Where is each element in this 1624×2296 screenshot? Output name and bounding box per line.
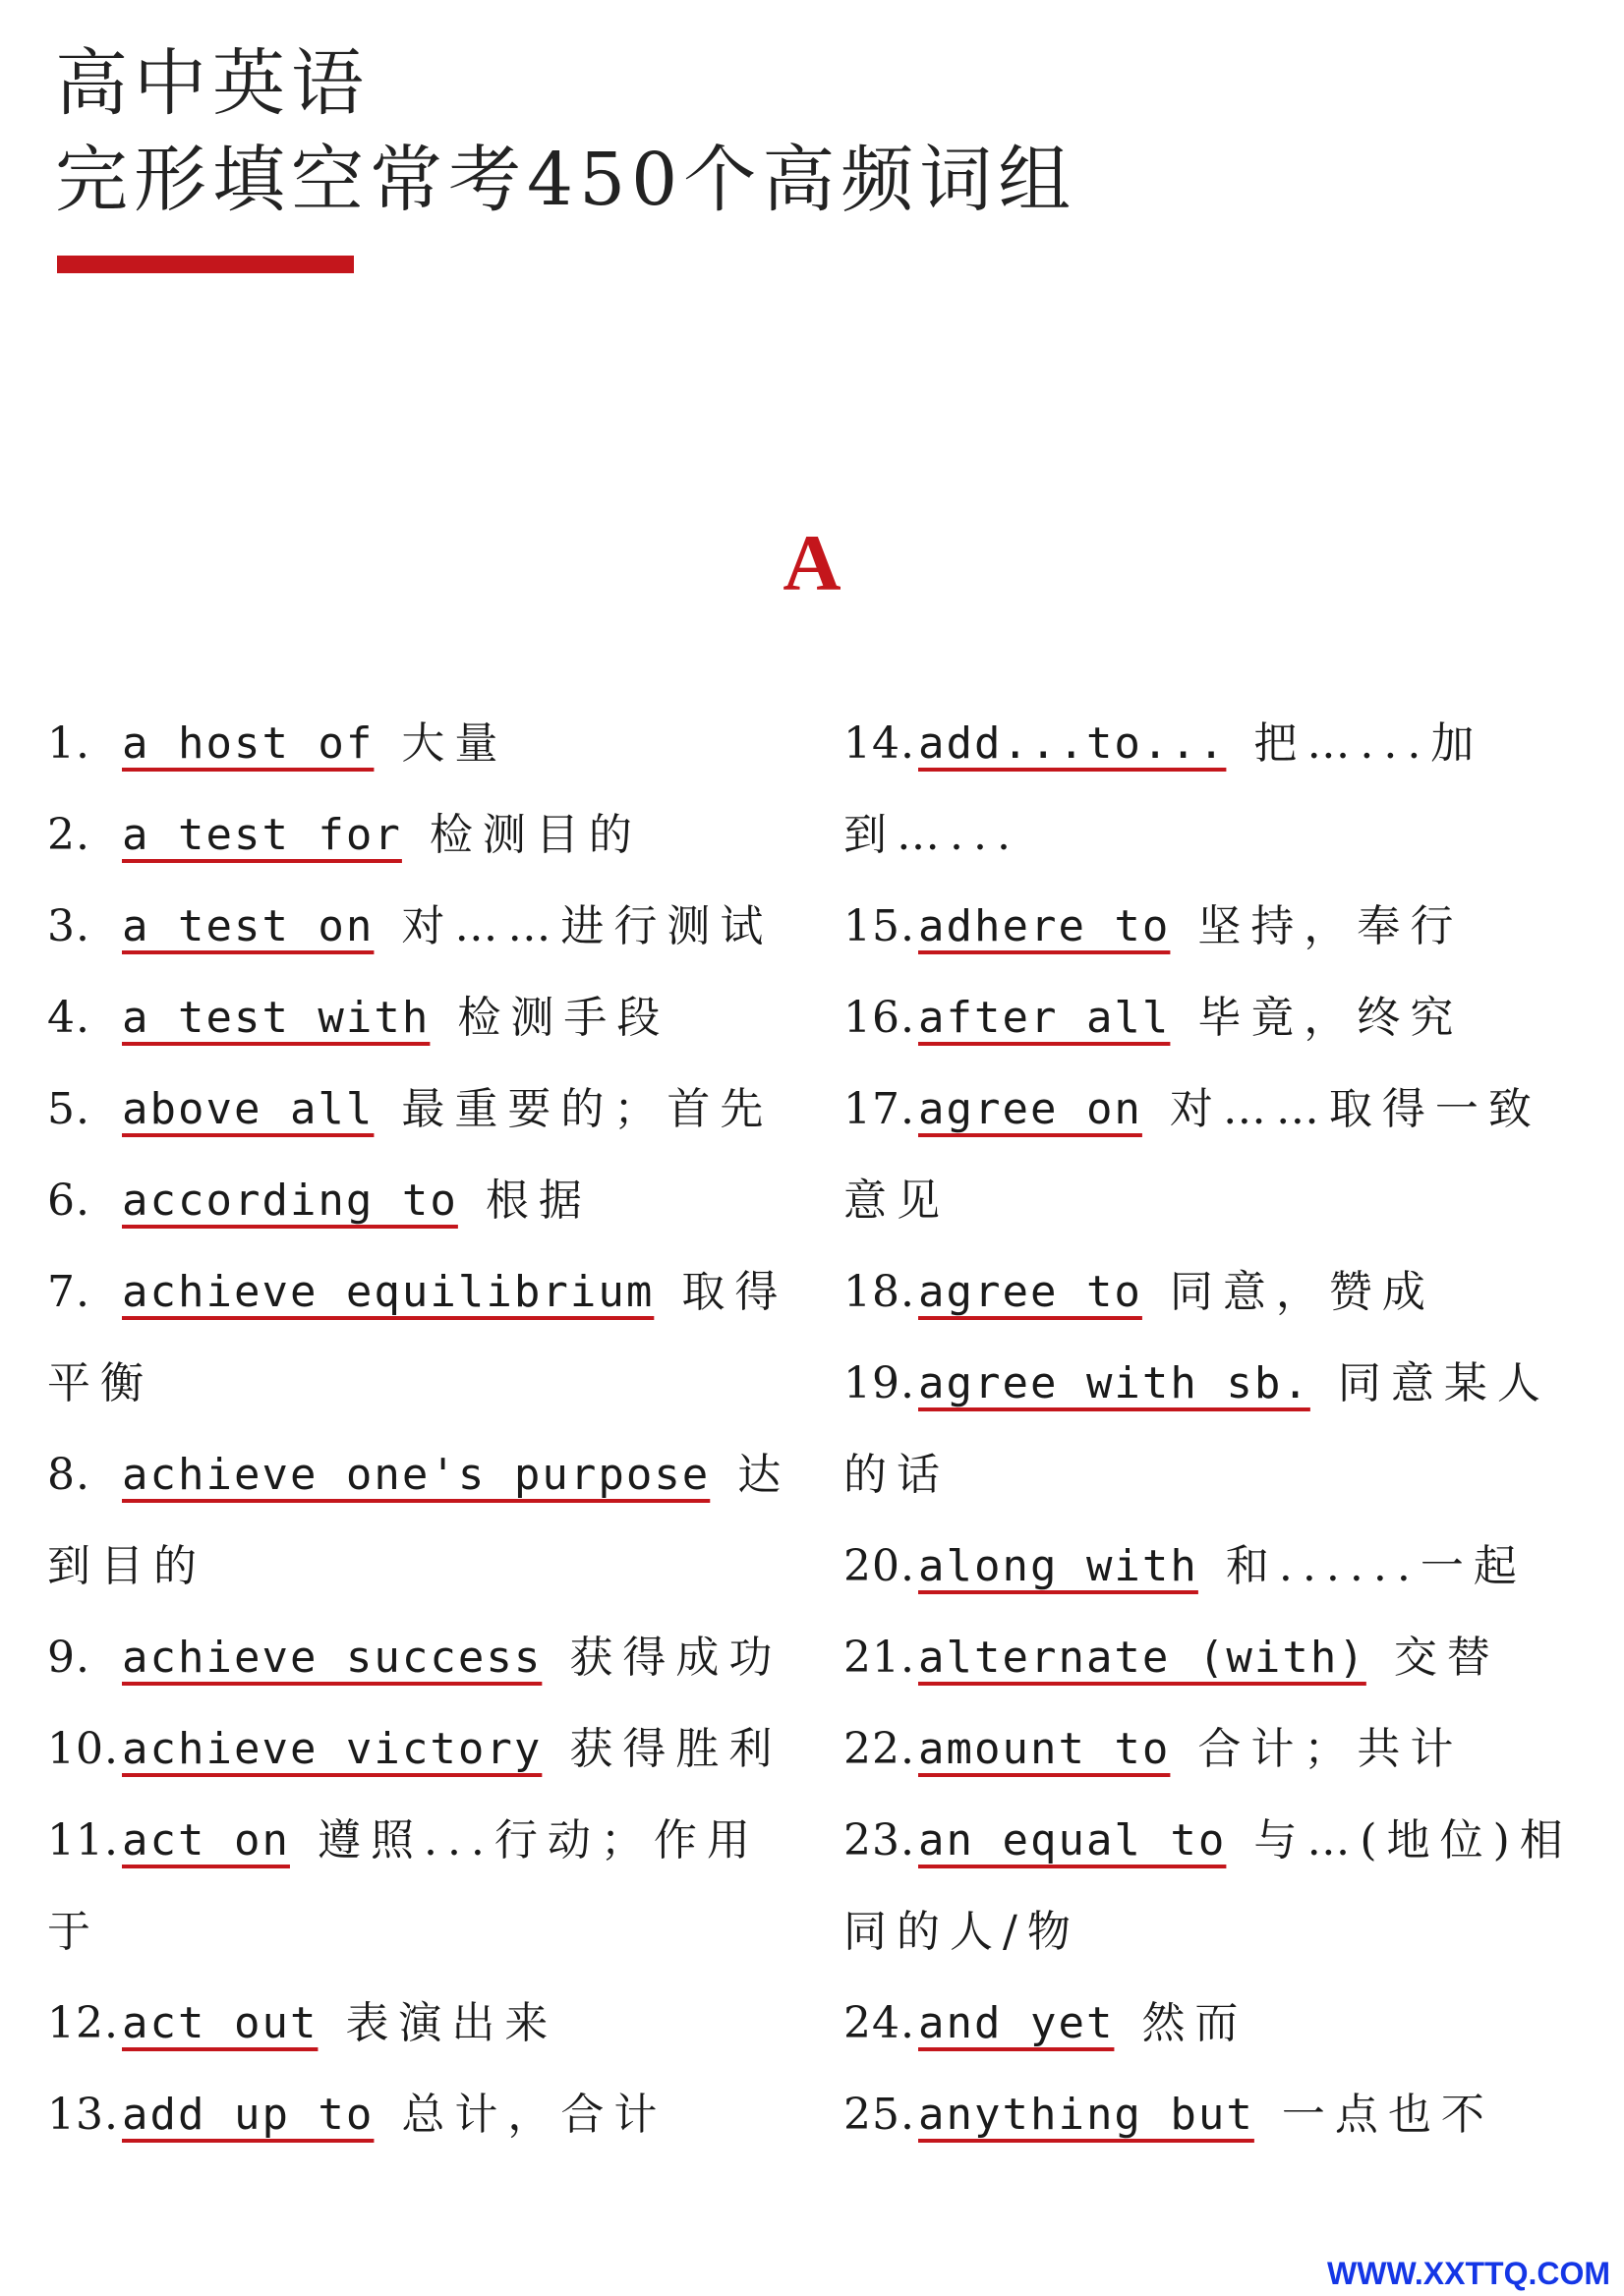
item-number: 23.: [843, 1815, 915, 1866]
item-number: 13.: [47, 2090, 119, 2140]
item-number: 16.: [843, 993, 915, 1043]
item-number: 3.: [47, 901, 90, 951]
item-number: 25.: [843, 2090, 915, 2140]
item-number: 21.: [843, 1633, 915, 1683]
item-meaning: 交替: [1393, 1633, 1500, 1683]
item-number: 1.: [47, 718, 90, 769]
item-meaning: 然而: [1141, 1998, 1248, 2048]
item-number: 6.: [47, 1176, 90, 1226]
item-meaning: 根据: [485, 1176, 592, 1226]
item-phrase: achieve victory: [122, 1724, 543, 1774]
right-column: [843, 698, 1591, 2160]
item-meaning: 同意，赞成: [1169, 1267, 1435, 1317]
item-meaning: 遵照...行动；作用于: [47, 1815, 760, 1957]
item-phrase: according to: [122, 1176, 458, 1226]
title-accent-bar: [57, 256, 354, 273]
list-item: [843, 972, 1591, 1063]
list-item: [47, 1612, 794, 1703]
list-item: [843, 1978, 1591, 2069]
title-line-1: 高中英语: [55, 41, 370, 126]
item-meaning: 获得成功: [569, 1633, 783, 1683]
list-item: [47, 1246, 794, 1429]
item-number: 15.: [843, 901, 915, 951]
item-meaning: 检测目的: [429, 810, 642, 860]
item-phrase: adhere to: [918, 901, 1171, 951]
item-phrase: achieve one's purpose: [122, 1450, 711, 1500]
item-phrase: along with: [918, 1541, 1198, 1591]
item-meaning: 合计；共计: [1197, 1724, 1464, 1774]
item-phrase: achieve success: [122, 1633, 543, 1683]
list-item: [843, 1338, 1591, 1521]
item-phrase: an equal to: [918, 1815, 1227, 1866]
list-item: [47, 1063, 794, 1155]
item-number: 8.: [47, 1450, 90, 1500]
item-number: 11.: [47, 1815, 119, 1866]
item-meaning: 检测手段: [457, 993, 670, 1043]
item-number: 2.: [47, 810, 90, 860]
list-item: [47, 698, 794, 789]
item-phrase: achieve equilibrium: [122, 1267, 655, 1317]
item-number: 14.: [843, 718, 915, 769]
list-item: [843, 1521, 1591, 1612]
item-meaning: 把…...加到…...: [843, 718, 1484, 860]
list-item: [843, 1612, 1591, 1703]
item-meaning: 一点也不: [1281, 2090, 1494, 2140]
item-number: 12.: [47, 1998, 119, 2048]
item-phrase: agree with sb.: [918, 1358, 1310, 1408]
list-item: [843, 1063, 1591, 1246]
title-block: [55, 35, 1076, 228]
item-phrase: a test with: [122, 993, 431, 1043]
item-meaning: 对……进行测试: [401, 901, 774, 951]
list-item: [47, 1703, 794, 1795]
item-number: 22.: [843, 1724, 915, 1774]
left-column: [47, 698, 794, 2160]
list-item: [47, 789, 794, 881]
item-meaning: 总计，合计: [401, 2090, 667, 2140]
item-phrase: agree to: [918, 1267, 1142, 1317]
watermark-link[interactable]: WWW.XXTTQ.COM: [1327, 2256, 1610, 2291]
item-number: 4.: [47, 993, 90, 1043]
list-item: [47, 1155, 794, 1246]
list-item: [47, 1429, 794, 1612]
item-phrase: alternate (with): [918, 1633, 1366, 1683]
item-phrase: and yet: [918, 1998, 1115, 2048]
list-item: [843, 1246, 1591, 1338]
item-number: 7.: [47, 1267, 90, 1317]
title-line-2: 完形填空常考450个高频词组: [55, 138, 1077, 222]
item-meaning: 达到目的: [47, 1450, 791, 1591]
item-number: 17.: [843, 1084, 915, 1134]
item-phrase: agree on: [918, 1084, 1142, 1134]
item-phrase: a host of: [122, 718, 375, 769]
list-item: [843, 2069, 1591, 2160]
item-number: 24.: [843, 1998, 915, 2048]
item-meaning: 对……取得一致意见: [843, 1084, 1541, 1226]
item-phrase: act out: [122, 1998, 319, 2048]
item-phrase: amount to: [918, 1724, 1171, 1774]
item-phrase: add up to: [122, 2090, 375, 2140]
item-phrase: above all: [122, 1084, 375, 1134]
list-item: [47, 1795, 794, 1978]
item-meaning: 同意某人的话: [843, 1358, 1550, 1500]
list-item: [843, 881, 1591, 972]
list-item: [47, 1978, 794, 2069]
item-phrase: anything but: [918, 2090, 1254, 2140]
list-item: [47, 2069, 794, 2160]
item-phrase: add...to...: [918, 718, 1227, 769]
list-item: [47, 881, 794, 972]
item-phrase: a test for: [122, 810, 402, 860]
item-meaning: 坚持，奉行: [1197, 901, 1464, 951]
item-number: 10.: [47, 1724, 119, 1774]
item-number: 5.: [47, 1084, 90, 1134]
item-phrase: after all: [918, 993, 1171, 1043]
item-meaning: 最重要的；首先: [401, 1084, 774, 1134]
item-number: 9.: [47, 1633, 90, 1683]
item-meaning: 表演出来: [345, 1998, 558, 2048]
list-item: [843, 698, 1591, 881]
item-meaning: 和......一起: [1225, 1541, 1527, 1591]
item-phrase: act on: [122, 1815, 290, 1866]
item-meaning: 与…(地位)相同的人/物: [843, 1815, 1573, 1957]
item-number: 20.: [843, 1541, 915, 1591]
item-number: 19.: [843, 1358, 915, 1408]
item-phrase: a test on: [122, 901, 375, 951]
list-item: [843, 1795, 1591, 1978]
list-item: [47, 972, 794, 1063]
item-number: 18.: [843, 1267, 915, 1317]
item-meaning: 毕竟，终究: [1197, 993, 1464, 1043]
section-letter: A: [783, 518, 841, 607]
item-meaning: 大量: [401, 718, 508, 769]
item-meaning: 取得平衡: [47, 1267, 788, 1408]
list-item: [843, 1703, 1591, 1795]
item-meaning: 获得胜利: [569, 1724, 783, 1774]
